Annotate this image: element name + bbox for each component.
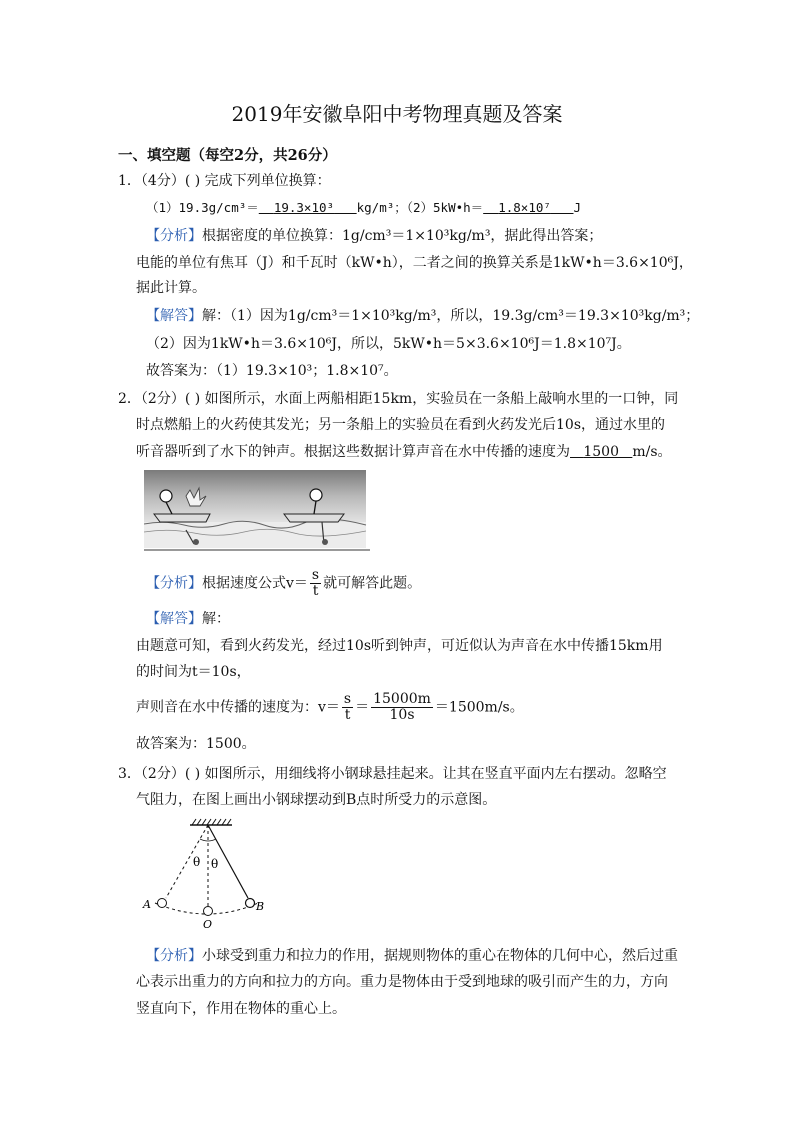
q2-stem-line1: 2．（2分）( ) 如图所示，水面上两船相距15km，实验员在一条船上敲响水里的一口钟，同 [118,391,679,407]
answer-tag: 【解答】 [146,308,202,324]
label-a: A [143,898,151,911]
q1-answer-line1: 【解答】解：（1）因为1g/cm³＝1×10³kg/m³，所以，19.3g/cm³＝19.3×10³kg/m³； [146,308,700,324]
q3-stem-line1: 3．（2分）( ) 如图所示，用细线将小钢球悬挂起来。让其在竖直平面内左右摆动。忽略空 [118,766,667,782]
section-heading: 一、填空题（每空2分，共26分） [118,147,337,164]
q1-stem: 1．（4分）( ) 完成下列单位换算： [118,173,331,189]
theta-right: θ [211,857,219,871]
q1-text-c: J [573,200,582,215]
q2-blank: 1500 [583,444,619,460]
q1-answer-line2: （2）因为1kW•h＝3.6×10⁶J，所以，5kW•h＝5×3.6×10⁶J＝1.8×10⁷J。 [146,336,631,352]
q2-answer-line3: 声则音在水中传播的速度为：v＝ $\frac{s}{t}$ ＝ $\frac{15000m}{10s}$ ＝1500m/s。 [136,691,524,723]
ball-b [246,899,255,908]
q3-analysis-line3: 竖直向下，作用在物体的重心上。 [136,1001,346,1017]
pendulum-figure [140,815,270,930]
page-title: 2019年安徽阜阳中考物理真题及答案 [231,102,563,126]
q3-analysis-line1: 【分析】小球受到重力和拉力的作用，据规则物体的重心在物体的几何中心，然后过重 [146,948,678,964]
label-o: O [203,918,213,930]
label-b: B [256,900,265,913]
q1-blank-1: 19.3×10³ [273,200,335,215]
analysis-tag: 【分析】 [146,228,202,244]
q1-text-a: （1）19.3g/cm³＝ [146,200,259,215]
q1-text-b: kg/m³；（2）5kW•h＝ [356,200,484,215]
q2-answer-tag: 【解答】解： [146,611,230,627]
q1-blank-2: 1.8×10⁷ [498,200,551,215]
ball-a [158,899,167,908]
q1-final-answer: 故答案为：（1）19.3×10³；1.8×10⁷。 [146,363,398,379]
q2-analysis: 【分析】根据速度公式v＝ $\frac{s}{t}$ 就可解答此题。 [146,567,422,599]
q2-stem-line2: 时点燃船上的火药使其发光；另一条船上的实验员在看到火药发光后10s，通过水里的 [136,417,665,433]
theta-left: θ [193,855,201,869]
q3-stem-line2: 气阻力，在图上画出小钢球摆动到B点时所受力的示意图。 [136,792,497,808]
ball-o [204,907,213,916]
q2-answer-line1: 由题意可知，看到火药发光，经过10s听到钟声，可近似认为声音在水中传播15km用 [136,638,663,654]
q1-analysis-line1: 【分析】根据密度的单位换算：1g/cm³＝1×10³kg/m³，据此得出答案； [146,228,603,244]
q1-analysis-line2: 电能的单位有焦耳（J）和千瓦时（kW•h），二者之间的换算关系是1kW•h＝3.6×10⁶J， [136,255,693,271]
q1-analysis-line3: 据此计算。 [136,280,206,296]
q2-answer-line2: 的时间为t＝10s， [136,664,251,680]
q2-stem-line3: 听音器听到了水下的钟声。根据这些数据计算声音在水中传播的速度为 1500 m/s。 [136,444,672,460]
q2-final-answer: 故答案为：1500。 [136,736,256,752]
q3-analysis-line2: 心表示出重力的方向和拉力的方向。重力是物体由于受到地球的吸引而产生的力，方向 [136,974,668,990]
boats-figure [144,470,370,552]
q1-units-line [146,198,581,216]
